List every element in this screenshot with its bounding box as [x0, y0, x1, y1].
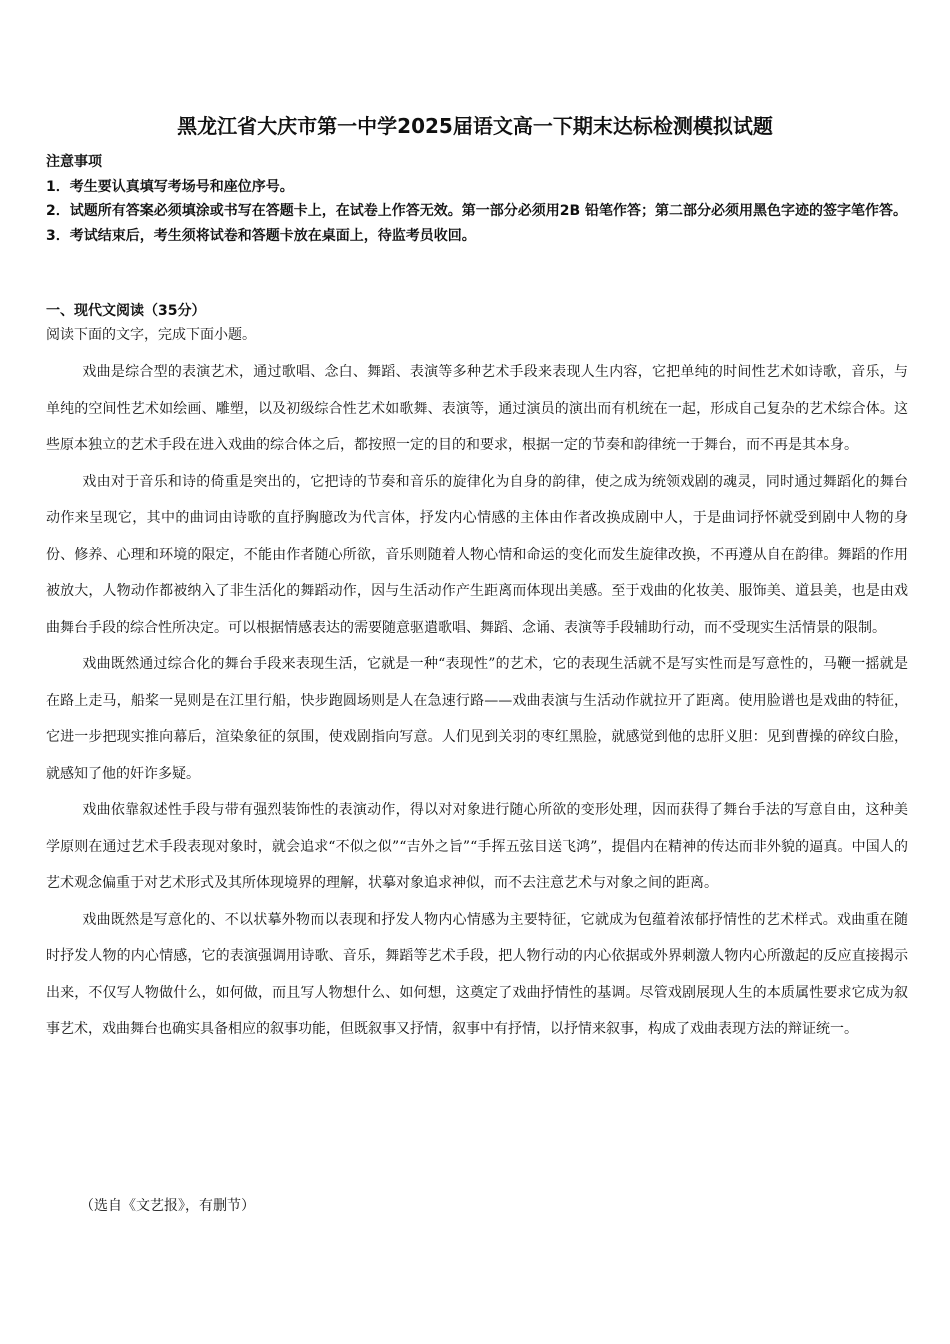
reading-passage	[46, 354, 908, 1048]
passage-paragraph: 戏由对于音乐和诗的倚重是突出的，它把诗的节奏和音乐的旋律化为自身的韵律，使之成为统领戏剧的魂灵，同时通过舞蹈化的舞台动作来呈现它，其中的曲词由诗歌的直抒胸臆改为代言体，抒发内心情感的主体由作者改换成剧中人，于是曲词抒怀就受到剧中人物的身份、修养、心理和环境的限定，不能由作者随心所欲，音乐则随着人物心情和命运的变化而发生旋律改换，不再遵从自在韵律。舞蹈的作用被放大，人物动作都被纳入了非生活化的舞蹈动作，因与生活动作产生距离而体现出美感。至于戏曲的化妆美、服饰美、道县美，也是由戏曲舞台手段的综合性所决定。可以根据情感表达的需要随意驱遣歌唱、舞蹈、念诵、表演等手段辅助行动，而不受现实生活情景的限制。	[46, 473, 908, 636]
passage-paragraph: 戏曲既然通过综合化的舞台手段来表现生活，它就是一种“表现性”的艺术，它的表现生活就不是写实性而是写意性的，马鞭一摇就是在路上走马，船桨一晃则是在江里行船，快步跑圆场则是人在急速行路——戏曲表演与生活动作就拉开了距离。使用脸谱也是戏曲的特征，它进一步把现实推向幕后，渲染象征的氛围，使戏剧指向写意。人们见到关羽的枣红黑脸，就感觉到他的忠肝义胆：见到曹操的碎纹白脸，就感知了他的奸诈多疑。	[46, 656, 908, 782]
passage-paragraph: 戏曲依靠叙述性手段与带有强烈装饰性的表演动作，得以对对象进行随心所欲的变形处理，因而获得了舞台手法的写意自由，这种美学原则在通过艺术手段表现对象时，就会追求“不似之似”“吉外之旨”“手挥五弦目送飞鸿”，提倡内在精神的传达而非外貌的逼真。中国人的艺术观念偏重于对艺术形式及其所体现境界的理解，状摹对象追求神似，而不去注意艺术与对象之间的距离。	[46, 802, 908, 891]
notice-item: 1．考生要认真填写考场号和座位序号。	[46, 178, 294, 195]
notice-item: 2．试题所有答案必须填涂或书写在答题卡上，在试卷上作答无效。第一部分必须用2B 铅笔作答；第二部分必须用黑色字迹的签字笔作答。	[46, 203, 908, 219]
notice-item: 3．考试结束后，考生须将试卷和答题卡放在桌面上，待监考员收回。	[46, 227, 476, 244]
notice-heading: 注意事项	[46, 154, 102, 170]
passage-paragraph: 戏曲既然是写意化的、不以状摹外物而以表现和抒发人物内心情感为主要特征，它就成为包蕴着浓郁抒情性的艺术样式。戏曲重在随时抒发人物的内心情感，它的表演强调用诗歌、音乐，舞蹈等艺术手段，把人物行动的内心依据或外界刺激人物内心所激起的反应直接揭示出来，不仅写人物做什么，如何做，而且写人物想什么、如何想，这奠定了戏曲抒情性的基调。尽管戏剧展现人生的本质属性要求它成为叙事艺术，戏曲舞台也确实具备相应的叙事功能，但既叙事又抒情，叙事中有抒情，以抒情来叙事，构成了戏曲表现方法的辩证统一。	[46, 911, 908, 1037]
section-instruction: 阅读下面的文字，完成下面小题。	[46, 327, 256, 343]
passage-paragraph: 戏曲是综合型的表演艺术，通过歌唱、念白、舞蹈、表演等多种艺术手段来表现人生内容，它把单纯的时间性艺术如诗歌，音乐，与单纯的空间性艺术如绘画、雕塑，以及初级综合性艺术如歌舞、表演等，通过演员的演出而有机统在一起，形成自己复杂的艺术综合体。这些原本独立的艺术手段在进入戏曲的综合体之后，都按照一定的目的和要求，根据一定的节奏和韵律统一于舞台，而不再是其本身。	[46, 364, 908, 453]
passage-source: （选自《文艺报》，有删节）	[80, 1198, 255, 1214]
page-title: 黑龙江省大庆市第一中学2025届语文高一下期末达标检测模拟试题	[177, 114, 773, 138]
section-heading: 一、现代文阅读（35分）	[46, 303, 206, 319]
notice-block	[46, 150, 908, 248]
